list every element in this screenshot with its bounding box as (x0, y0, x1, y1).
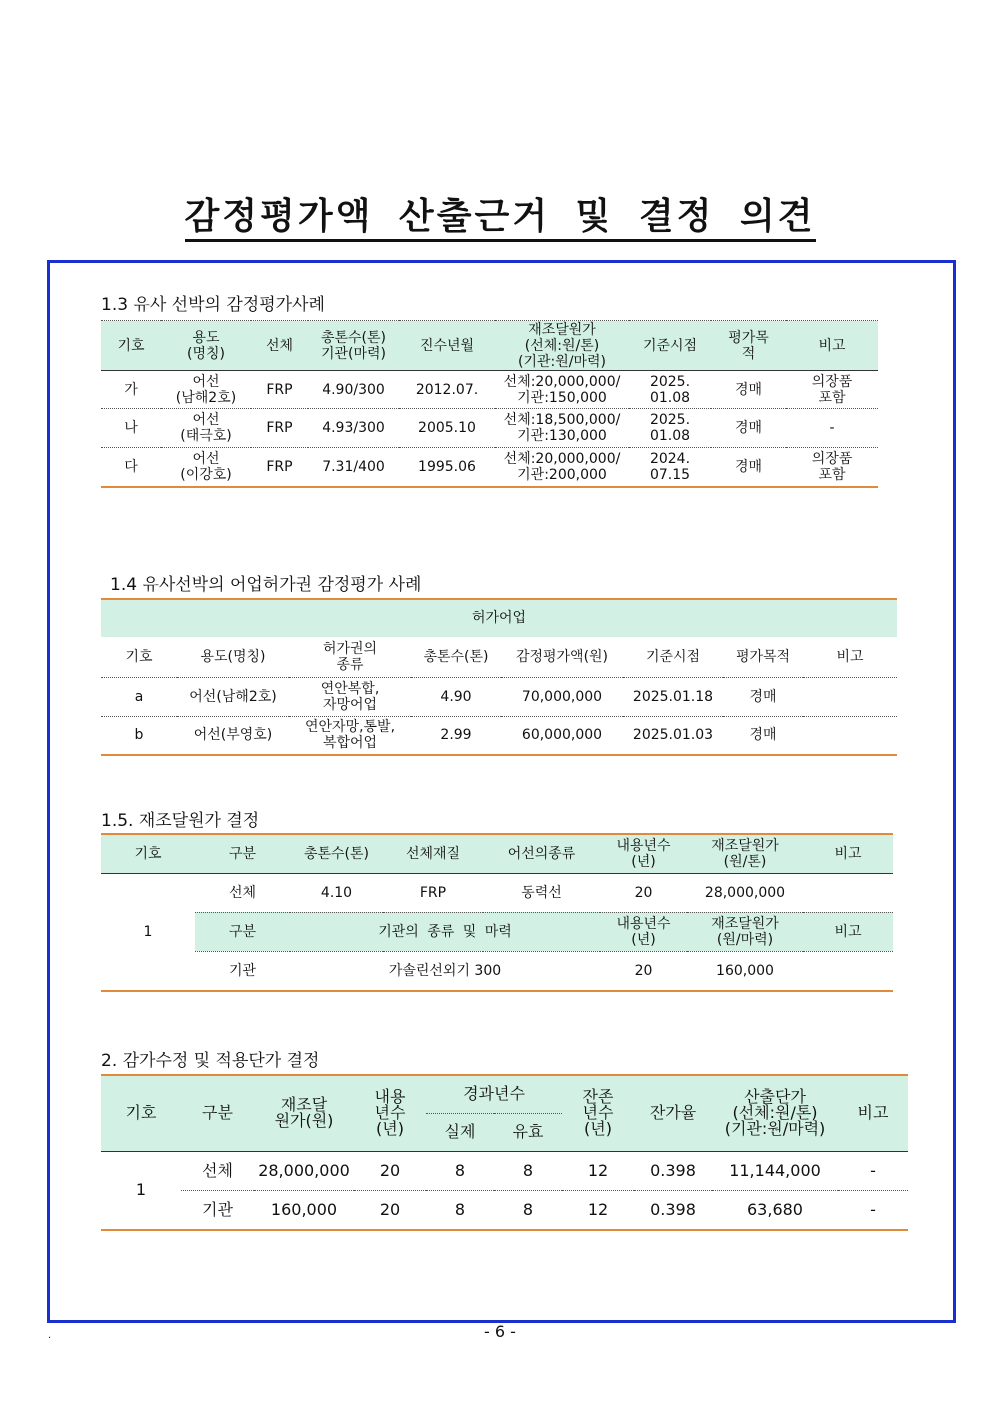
cell: 동력선 (483, 873, 600, 912)
cell: 12 (562, 1151, 634, 1190)
cell: 0.398 (634, 1151, 712, 1190)
cell: 2025.01.03 (632, 727, 714, 744)
cell: 경매 (749, 688, 777, 705)
header-cell: 평가목 적 (728, 329, 769, 362)
cell: 가 (124, 381, 138, 398)
cell: 의장품 포함 (811, 450, 853, 483)
cell: FRP (266, 458, 293, 475)
header-cell: 재조달원가 (선체:원/톤) (기관:원/마력) (518, 321, 606, 370)
header-cell: 비고 (834, 845, 862, 862)
header-cell: 재조달 원가(원) (274, 1095, 334, 1131)
table-row (101, 448, 878, 487)
table-row (101, 1190, 908, 1229)
cell: 어선 (남해2호) (175, 373, 237, 406)
table-subheader-row (101, 912, 893, 951)
cell: 나 (124, 420, 138, 436)
cell: 어선(부영호) (193, 727, 273, 744)
table-row (101, 716, 897, 755)
replacement-cost-table (101, 833, 893, 992)
cell: 7.31/400 (322, 458, 385, 475)
header-cell: 내용년수 (년) (600, 912, 687, 951)
header-cell: 선체 (265, 337, 294, 354)
header-cell: 진수년월 (419, 337, 475, 354)
cell: 2005.10 (418, 420, 476, 436)
header-cell: 총톤수(톤) (303, 845, 370, 862)
cell: 160,000 (270, 1199, 338, 1219)
cell: 8 (522, 1199, 534, 1219)
cell: 4.90 (440, 688, 472, 705)
table-bottom-rule (101, 990, 893, 991)
header-cell: 실제 (444, 1122, 476, 1141)
section-1-4-heading: 1.4 유사선박의 어업허가권 감정평가 사례 (110, 575, 422, 595)
header-cell: 산출단가 (선체:원/톤) (기관:원/마력) (724, 1087, 826, 1139)
header-cell: 용도(명칭) (200, 649, 266, 665)
corner-mark: . (48, 1330, 52, 1341)
header-cell: 내용 년수 (년) (374, 1087, 406, 1139)
cell: 2024. 07.15 (649, 450, 691, 483)
cell: FRP (266, 420, 293, 436)
cell: 2012.07. (415, 381, 479, 398)
cell: 2025.01.18 (632, 688, 714, 705)
cell: 어선 (태극호) (180, 412, 232, 444)
header-cell: 구분 (202, 1103, 233, 1123)
cell: 연안복합, 자망어업 (320, 680, 380, 713)
cell: 선체:20,000,000/ 기관:150,000 (503, 373, 621, 406)
cell: 어선 (이강호) (180, 450, 232, 483)
cell: FRP (383, 873, 483, 912)
header-cell: 선체재질 (405, 845, 461, 862)
cell (803, 716, 897, 755)
cell: 8 (494, 1151, 562, 1190)
header-cell: 기호 (125, 1103, 157, 1123)
cell: 어선(남해2호) (189, 688, 277, 705)
header-cell: 비고 (836, 649, 864, 665)
cell: 다 (124, 458, 138, 475)
header-cell: 총톤수(톤) 기관(마력) (320, 329, 387, 362)
header-cell: 기관의 종류 및 마력 (290, 912, 600, 951)
cell: 28,000,000 (254, 1151, 354, 1190)
cell: 20 (634, 962, 653, 979)
cell: 28,000,000 (687, 873, 803, 912)
cell: 1 (135, 1180, 147, 1200)
header-cell: 기호 (117, 337, 145, 354)
cell (803, 951, 893, 990)
cell: 연안자망,통발, 복합어업 (304, 719, 396, 752)
cell: 기관 (228, 962, 257, 979)
group-header-cell: 허가어업 (471, 610, 527, 627)
cell: 선체:20,000,000/ 기관:200,000 (503, 450, 621, 483)
cell: 경매 (734, 458, 763, 475)
header-cell: 재조달원가 (원/마력) (687, 912, 803, 951)
cell: 4.10 (290, 873, 383, 912)
cell: b (134, 727, 144, 744)
header-cell: 용도 (명칭) (187, 329, 225, 362)
header-cell: 허가권의 종류 (322, 641, 378, 673)
section-1-3-heading: 1.3 유사 선박의 감정평가사례 (101, 295, 325, 315)
table-header-row (101, 637, 897, 677)
cell: 가솔린선외기 300 (388, 962, 502, 979)
table-header-row (101, 321, 878, 371)
header-cell: 재조달원가 (원/톤) (711, 837, 779, 870)
header-cell: 비고 (818, 337, 846, 354)
cell: - (870, 1199, 876, 1219)
header-cell: 구분 (195, 912, 290, 951)
cell: 2025. 01.08 (649, 373, 691, 406)
header-cell: 잔존 년수 (년) (582, 1087, 614, 1139)
cell (803, 873, 893, 912)
fishing-license-table (101, 598, 897, 756)
table-header-row (101, 834, 893, 873)
cell: 12 (587, 1199, 609, 1219)
table-row (101, 409, 878, 448)
header-cell: 구분 (228, 845, 257, 862)
cell: a (134, 688, 144, 705)
header-cell: 비고 (857, 1103, 889, 1123)
table-row (101, 951, 893, 990)
header-cell: 기호 (134, 845, 162, 862)
section-1-5-heading: 1.5. 재조달원가 결정 (101, 811, 260, 831)
table-bottom-rule (101, 1229, 908, 1230)
cell: 2.99 (440, 727, 472, 744)
cell: 20 (354, 1151, 426, 1190)
cell: 60,000,000 (521, 727, 603, 744)
header-cell: 기준시점 (645, 649, 701, 665)
cell: 4.93/300 (322, 420, 385, 436)
cell: 경매 (749, 727, 777, 744)
cell: 1 (143, 923, 153, 940)
header-cell: 어선의종류 (507, 845, 576, 862)
header-cell: 비고 (803, 912, 893, 951)
cell (803, 677, 897, 716)
cell: 2025. 01.08 (649, 412, 691, 444)
table-row (101, 677, 897, 716)
cell: 20 (600, 873, 687, 912)
header-cell: 감정평가액(원) (515, 649, 609, 665)
cell: FRP (266, 381, 293, 398)
header-cell: 잔가율 (649, 1103, 697, 1123)
table-row (101, 371, 878, 409)
cell: 20 (379, 1199, 401, 1219)
header-cell: 내용년수 (년) (616, 837, 671, 870)
cell: 63,680 (747, 1199, 803, 1219)
cell: 의장품 포함 (811, 373, 853, 406)
section-2-heading: 2. 감가수정 및 적용단가 결정 (101, 1051, 320, 1071)
header-cell: 기호 (125, 649, 153, 665)
cell: 선체:18,500,000/ 기관:130,000 (503, 412, 621, 444)
similar-vessel-table (101, 320, 878, 488)
cell: 8 (426, 1151, 494, 1190)
header-cell: 유효 (512, 1122, 544, 1141)
cell: - (838, 1151, 908, 1190)
cell: 경매 (734, 420, 763, 436)
table-row (101, 873, 893, 912)
cell: 11,144,000 (712, 1151, 838, 1190)
cell: - (829, 420, 835, 436)
header-cell: 기준시점 (642, 337, 698, 354)
cell: 70,000,000 (521, 688, 603, 705)
cell: 160,000 (716, 962, 774, 979)
header-cell: 평가목적 (735, 649, 791, 665)
depreciation-table (101, 1074, 908, 1231)
cell: 1995.06 (418, 458, 476, 475)
cell: 경매 (734, 381, 763, 398)
cell: 8 (454, 1199, 466, 1219)
table-row (101, 1151, 908, 1190)
header-cell: 경과년수 (426, 1075, 562, 1113)
cell: 선체 (181, 1151, 254, 1190)
table-header-row (101, 1075, 908, 1113)
cell: 4.90/300 (322, 381, 385, 398)
page-number: - 6 - (484, 1322, 516, 1341)
header-cell: 총톤수(톤) (423, 649, 489, 665)
cell: 0.398 (650, 1199, 696, 1219)
table-group-header (101, 599, 897, 637)
cell: 기관 (202, 1199, 233, 1219)
page-title: 감정평가액 산출근거 및 결정 의견 (0, 188, 1000, 239)
cell: 선체 (195, 873, 290, 912)
